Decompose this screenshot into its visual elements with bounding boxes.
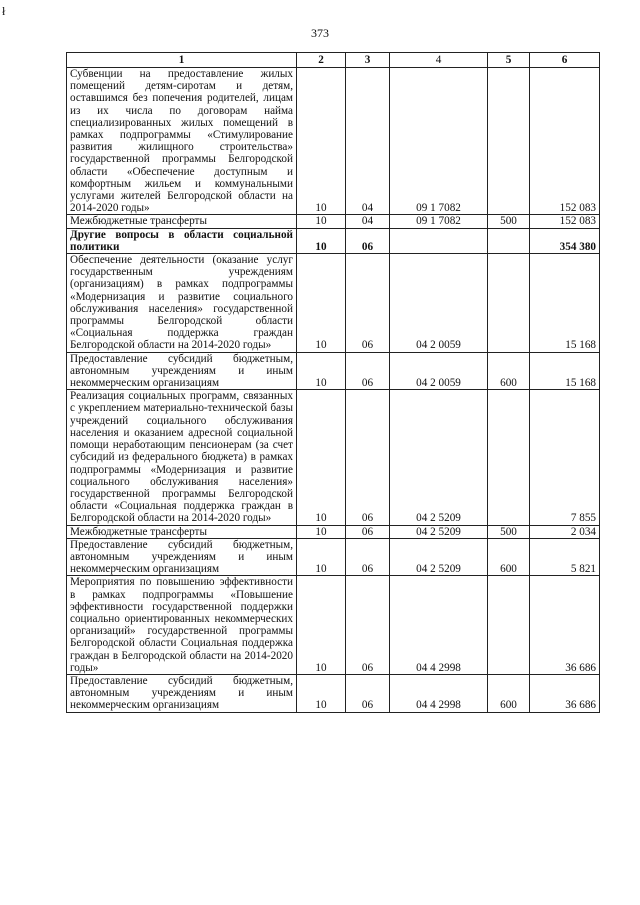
amount-cell: 15 168	[530, 254, 600, 353]
amount-cell: 2 034	[530, 525, 600, 538]
edge-mark: ł	[2, 4, 6, 18]
page-number: 373	[311, 26, 329, 40]
description-cell: Субвенции на предоставление жилых помещений детям-сиротам и детям, оставшимся без попечения родителей, лицам из их числа по договорам найма специализированных жилых помещений в рамках подпрограммы «Стимулирование развития жилищного строительства» государственной программы Белгородской области «Обеспечение доступным и комфортным жильем и коммунальными услугами жителей Белгородской области на 2014-2020 годы»	[67, 68, 297, 215]
description-cell: Межбюджетные трансферты	[67, 215, 297, 228]
subsection-code-cell: 06	[346, 538, 390, 576]
header-cell: 2	[297, 53, 346, 68]
description-cell: Другие вопросы в области социальной политики	[67, 228, 297, 253]
description-cell: Предоставление субсидий бюджетным, автономным учреждениям и иным некоммерческим организациям	[67, 674, 297, 712]
header-cell: 5	[488, 53, 530, 68]
description-cell: Обеспечение деятельности (оказание услуг государственным учреждениям (организациям) в рамках подпрограммы «Модернизация и развитие социального обслуживания населения» государственной программы Белгородской области «Социальная поддержка граждан Белгородской области на 2014-2020 годы»	[67, 254, 297, 353]
amount-cell: 152 083	[530, 68, 600, 215]
expense-type-cell: 600	[488, 674, 530, 712]
header-cell: 6	[530, 53, 600, 68]
expense-type-cell	[488, 576, 530, 675]
table-row	[67, 674, 600, 712]
target-item-cell: 04 2 5209	[390, 538, 488, 576]
subsection-code-cell: 06	[346, 228, 390, 253]
table-row	[67, 254, 600, 353]
subsection-code-cell: 04	[346, 68, 390, 215]
table-row	[67, 538, 600, 576]
table-row	[67, 390, 600, 525]
expense-type-cell	[488, 228, 530, 253]
target-item-cell: 09 1 7082	[390, 68, 488, 215]
table-row	[67, 228, 600, 253]
table-row	[67, 215, 600, 228]
header-cell: 3	[346, 53, 390, 68]
target-item-cell: 04 4 2998	[390, 674, 488, 712]
target-item-cell: 09 1 7082	[390, 215, 488, 228]
section-code-cell: 10	[297, 215, 346, 228]
amount-cell: 7 855	[530, 390, 600, 525]
section-code-cell: 10	[297, 538, 346, 576]
expense-type-cell: 600	[488, 352, 530, 390]
target-item-cell: 04 2 0059	[390, 254, 488, 353]
subsection-code-cell: 04	[346, 215, 390, 228]
target-item-cell: 04 2 5209	[390, 525, 488, 538]
subsection-code-cell: 06	[346, 525, 390, 538]
amount-cell: 5 821	[530, 538, 600, 576]
description-cell: Предоставление субсидий бюджетным, автономным учреждениям и иным некоммерческим организациям	[67, 352, 297, 390]
budget-table	[66, 52, 600, 713]
section-code-cell: 10	[297, 228, 346, 253]
header-cell: 1	[67, 53, 297, 68]
section-code-cell: 10	[297, 68, 346, 215]
amount-cell: 36 686	[530, 674, 600, 712]
subsection-code-cell: 06	[346, 352, 390, 390]
expense-type-cell	[488, 68, 530, 215]
amount-cell: 152 083	[530, 215, 600, 228]
expense-type-cell	[488, 254, 530, 353]
target-item-cell: 04 4 2998	[390, 576, 488, 675]
description-cell: Мероприятия по повышению эффективности в рамках подпрограммы «Повышение эффективности государственной поддержки социально ориентированных некоммерческих организаций» государственной программы Белгородской области Социальная поддержка граждан в Белгородской области на 2014-2020 годы»	[67, 576, 297, 675]
header-cell: 4	[390, 53, 488, 68]
section-code-cell: 10	[297, 525, 346, 538]
expense-type-cell	[488, 390, 530, 525]
amount-cell: 36 686	[530, 576, 600, 675]
target-item-cell: 04 2 5209	[390, 390, 488, 525]
section-code-cell: 10	[297, 390, 346, 525]
amount-cell: 354 380	[530, 228, 600, 253]
table-body	[67, 68, 600, 713]
target-item-cell: 04 2 0059	[390, 352, 488, 390]
expense-type-cell: 500	[488, 215, 530, 228]
target-item-cell	[390, 228, 488, 253]
expense-type-cell: 500	[488, 525, 530, 538]
table-row	[67, 352, 600, 390]
subsection-code-cell: 06	[346, 390, 390, 525]
header-row	[67, 53, 600, 68]
subsection-code-cell: 06	[346, 674, 390, 712]
table-row	[67, 576, 600, 675]
section-code-cell: 10	[297, 352, 346, 390]
amount-cell: 15 168	[530, 352, 600, 390]
section-code-cell: 10	[297, 254, 346, 353]
expense-type-cell: 600	[488, 538, 530, 576]
section-code-cell: 10	[297, 576, 346, 675]
section-code-cell: 10	[297, 674, 346, 712]
table-row	[67, 525, 600, 538]
subsection-code-cell: 06	[346, 254, 390, 353]
description-cell: Предоставление субсидий бюджетным, автономным учреждениям и иным некоммерческим организациям	[67, 538, 297, 576]
description-cell: Реализация социальных программ, связанных с укреплением материально-технической базы учреждений социального обслуживания населения и оказанием адресной социальной помощи неработающим пенсионерам (за счет субсидий из федерального бюджета) в рамках подпрограммы «Модернизация и развитие социального обслуживания населения» государственной программы Белгородской области «Социальная поддержка граждан в Белгородской области на 2014-2020 годы»	[67, 390, 297, 525]
subsection-code-cell: 06	[346, 576, 390, 675]
description-cell: Межбюджетные трансферты	[67, 525, 297, 538]
table-row	[67, 68, 600, 215]
